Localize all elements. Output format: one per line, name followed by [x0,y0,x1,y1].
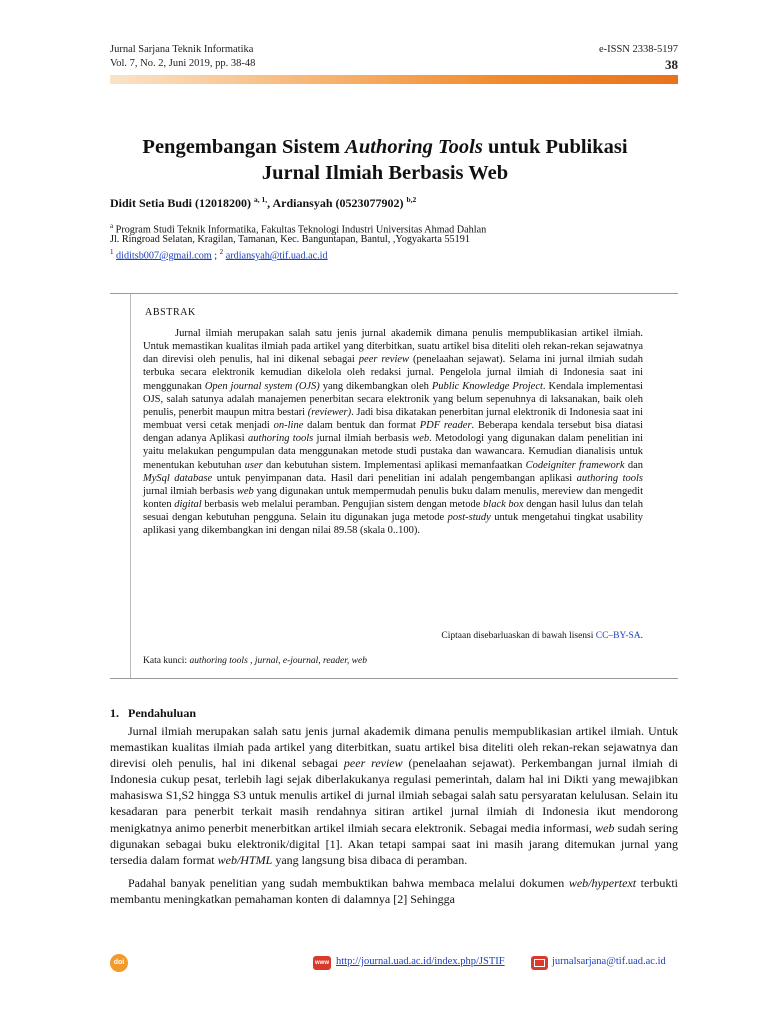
section-body [110,723,678,914]
abstract-run: Public Knowledge Project [431,380,543,392]
affiliation-line-1: $^a$ Program Studi Teknik Informatika, Fakultas Teknologi Industri Universitas Ahmad Dahlan [110,222,487,236]
abstract-run: black box [483,499,524,511]
abstract-run: dengan hasil lulus dan telah sesuai dengan kebutuhan pengguna. Selain itu digunakan juga metode [143,499,644,524]
email-link-2[interactable]: ardiansyah@tif.uad.ac.id [225,250,328,262]
abstract-run: jurnal ilmiah berbasis [143,485,237,497]
abstract-run: on-line [273,420,304,432]
abstract-run: . Metodologi yang digunakan dalam penelitian ini yaitu melakukan pengumpulan data menggunakan metode studi pustaka dan wawancara. Kemudian dianalisis untuk menentukan kebutuhan [143,433,644,471]
abstract-bottom-rule [110,678,678,679]
section_p1-run: Jurnal ilmiah merupakan salah satu jenis jurnal akademik dimana penulis mempublikasian artikel ilmiah. Untuk memastikan kualitas ilmiah pada artikel yang diterbitkan, suatu artikel bisa diteliti oleh rekan-rekan sejawatnya dan direvisi oleh penulis, hal ini dikenal sebagai [110,724,678,771]
abstract-run: user [244,459,263,471]
abstract-run: yang digunakan untuk mempermudah penulis buku dalam menulis, mereview dan mengedit konten [143,485,643,511]
section-paragraph-1 [110,723,678,868]
abstract-run: . Jadi bisa dikatakan penerbitan jurnal elektronik di Indonesia saat ini membuat versi cetak menjadi [143,406,643,432]
abstract-paragraph [143,327,643,538]
abstract-run: authoring tools [576,472,643,484]
abstract-run: digital [174,499,202,511]
doi-icon: doi [110,954,128,972]
abstract-run: untuk mengetahui tingkat usability aplikasi yang dikembangkan ini dengan nilai 89.58 (skala 0..100). [143,512,644,537]
journal-url-link[interactable]: http://journal.uad.ac.id/index.php/JSTIF [336,956,505,967]
section_p2-run: Padahal banyak penelitian yang sudah membuktikan bahwa membaca melalui dokumen [128,875,569,890]
section_p1-run: (penelaahan sejawat). Perkembangan jurnal ilmiah di Indonesia cukup pesat, terlebih lagi sejak diberlakukanya regulasi pemerintah, dalam hal ini Dikti yang mewajibkan mahasiswa S1,S2 hingga S3 untuk menulis artikel di jurnal ilmiah sebagai salah satu persyaratan kelulusan. Selain itu kesadaran para penerbit terkait masih rendahnya sitiran artikel jurnal ilmiah di Indonesia ikut mendorong menigkatnya animo penerbit menerbitkan artikel ilmiah secara elektronik. Sebagai media informasi, [110,756,678,835]
abstract-run: dan [624,459,643,471]
abstract-run: Jurnal ilmiah merupakan salah satu jenis jurnal akademik dimana penulis mempublikasian artikel ilmiah. Untuk memastikan kualitas ilmiah pada artikel yang diterbitkan, suatu artikel bisa diteliti oleh rekan-rekan sejawatnya dan direvisi oleh penulis, hal ini dikenal sebagai [143,328,643,366]
paper-title: Pengembangan Sistem Authoring Tools untuk Publikasi Jurnal Ilmiah Berbasis Web [142,136,628,184]
journal-email[interactable]: jurnalsarjana@tif.uad.ac.id [552,956,666,967]
abstract-run: post-study [447,512,491,524]
section_p1-run: peer review [343,756,403,771]
abstract-run: web [236,485,254,497]
abstract-run: authoring tools [248,433,314,445]
license-note: Ciptaan disebarluaskan di bawah lisensi CC–BY-SA. [441,631,643,641]
journal-issn: e-ISSN 2338-5197 [598,44,678,55]
abstract-run: berbasis web melalui peramban. Pengujian sistem dengan metode [201,499,484,511]
abstract-run: MySql database [143,472,213,484]
abstract-run: dalam bentuk dan format [303,420,420,432]
abstract-heading: ABSTRAK [145,307,196,318]
section_p1-run: web/HTML [217,852,273,867]
abstract-run: peer review [358,354,410,366]
abstract-run: (penelaahan sejawat). Selama ini jurnal ilmiah sudah terbuka secara elektronik kemudian dikelola oleh redaksi jurnal. Pengelola jurnal ilmiah di Indonesia saat ini menggunakan [143,354,643,392]
www-icon: www [313,956,331,970]
section-paragraph-2 [110,875,678,907]
abstract-run: web [412,433,430,445]
abstract-run: . Beberapa kendala tersebut bisa diatasi dengan adanya Aplikasi [143,420,643,445]
mail-icon [531,956,548,970]
abstract-run: yang dikembangkan oleh [319,380,432,392]
section_p1-run: web [595,820,615,835]
abstract-run: (reviewer) [307,406,352,418]
header-gradient-bar [110,75,678,84]
author-emails: $^1$ diditsb007@gmail.com ; $^2$ ardiansyah@tif.uad.ac.id [110,248,328,262]
authors: Didit Setia Budi (12018200) $^{a, 1,}$, Ardiansyah (0523077902) $^{b,2}$ [110,195,417,210]
abstract-body [143,327,643,538]
abstract-run: . Kendala implementasi OJS, salah satunya adalah manajemen penerbitan secara elektronik yang belum sepenuhnya di laksanakan, baik oleh penulis, penerbit maupun mitra bestari [143,380,643,418]
abstract-run: jurnal ilmiah berbasis [313,433,413,445]
license-link[interactable]: CC–BY-SA [595,631,641,641]
abstract-top-rule [110,293,678,294]
journal-name: Jurnal Sarjana Teknik Informatika [110,44,254,55]
section_p1-run: yang langsung bisa dibaca di peramban. [272,852,468,867]
running-header-right [599,43,678,73]
keywords: Kata kunci: authoring tools , jurnal, e-journal, reader, web [143,656,367,666]
section_p1-run: sudah sering digunakan sebagai buku elektronik/digital [1]. Akan tetapi sampai saat ini masih jarang ditemukan jurnal yang tersedia dalam format [110,820,678,867]
section-heading: 1. Pendahuluan [110,706,197,720]
affiliation-line-2: Jl. Ringroad Selatan, Kragilan, Tamanan, Kec. Banguntapan, Bantul, ,Yogyakarta 55191 [110,234,470,245]
abstract-run: Codeigniter framework [525,459,625,471]
abstract-run: Open journal system (OJS) [204,380,320,392]
abstract-run: untuk penyimpanan data. Hasil dari penelitian ini adalah pengembangan aplikasi [212,472,577,484]
journal-volume: Vol. 7, No. 2, Juni 2019, pp. 38-48 [110,58,256,69]
email-link-1[interactable]: diditsb007@gmail.com [116,250,212,262]
abstract-side-rule [130,294,131,678]
abstract-run: dan kebutuhan sistem. Implementasi aplikasi memanfaatkan [262,459,526,471]
section_p2-run: terbukti membantu meningkatkan pemahaman konten di dalamnya [2] Sehingga [110,875,679,906]
running-header-left [110,43,255,71]
page-number: 38 [665,57,678,72]
abstract-run: PDF reader [419,420,472,432]
section_p2-run: web/hypertext [568,875,637,890]
